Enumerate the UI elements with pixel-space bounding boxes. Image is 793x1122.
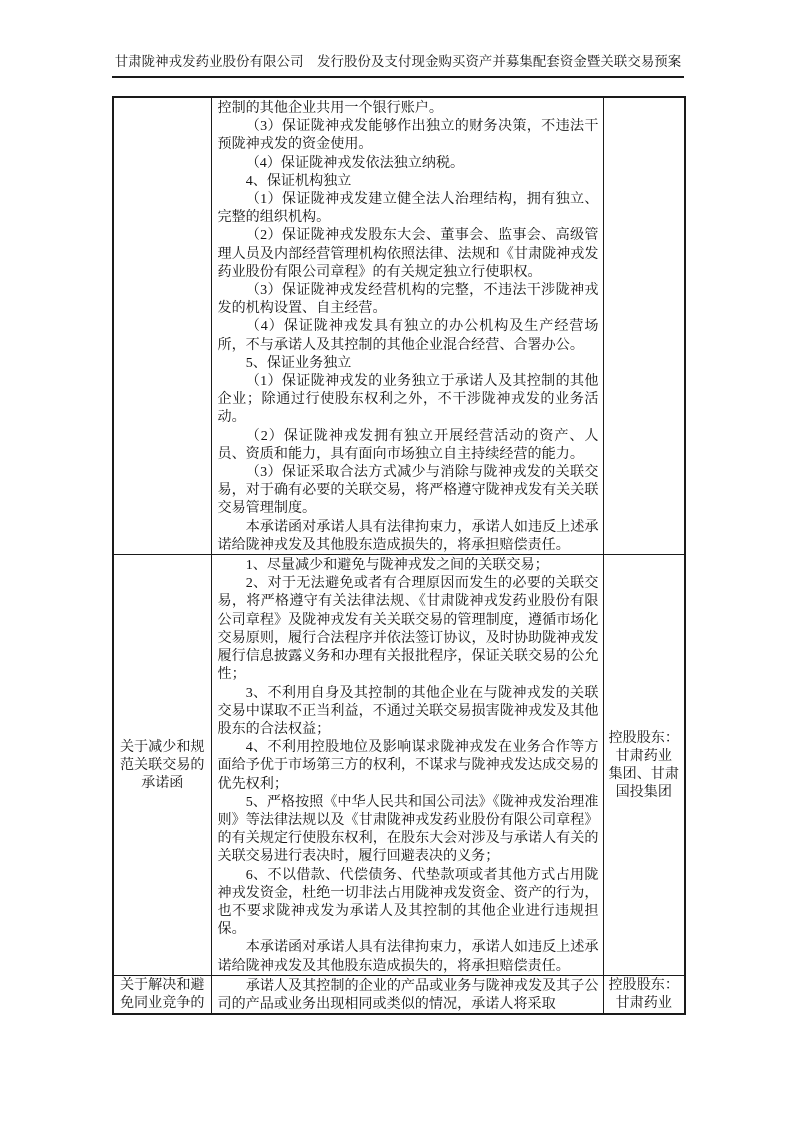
commitment-paragraph: 本承诺函对承诺人具有法律拘束力，承诺人如违反上述承诺给陇神戎发及其他股东造成损失的，将承担赔偿责任。 (217, 518, 599, 553)
commitment-type-line: 免同业竞争的 (119, 995, 205, 1012)
commitment-party-line: 国投集团 (615, 784, 672, 801)
doc-content (112, 52, 684, 1015)
commitment-content-cell (211, 97, 603, 555)
commitment-paragraph: 6、不以借款、代偿债务、代垫款项或者其他方式占用陇神戎发资金，杜绝一切非法占用陇神戎发资金、资产的行为，也不要求陇神戎发为承诺人及其控制的其他企业进行违规担保。 (217, 866, 599, 938)
commitment-party-cell (603, 97, 685, 555)
commitment-paragraph: 控制的其他企业共用一个银行账户。 (217, 100, 443, 116)
commitment-paragraph: （2）保证陇神戎发股东大会、董事会、监事会、高级管理人员及内部经营管理机构依照法律、法规和《甘肃陇神戎发药业股份有限公司章程》的有关规定独立行使职权。 (217, 227, 599, 280)
commitment-row-competition (113, 975, 685, 1014)
doc-header-title: 甘肃陇神戎发药业股份有限公司 发行股份及支付现金购买资产并募集配套资金暨关联交易预案 (114, 54, 682, 69)
commitment-type-cell (113, 975, 211, 1014)
commitment-paragraph: 2、对于无法避免或者有合理原因而发生的必要的关联交易，将严格遵守有关法律法规、《甘肃陇神戎发药业股份有限公司章程》及陇神戎发有关关联交易的管理制度，遵循市场化交易原则，履行合法程序并依法签订协议，及时协助陇神戎发履行信息披露义务和办理有关报批程序，保证关联交易的公允性； (217, 575, 599, 683)
commitment-row-independence (113, 97, 685, 555)
header-rule-divider (112, 76, 684, 78)
commitment-row-related-transactions (113, 555, 685, 976)
commitment-paragraph: 1、尽量减少和避免与陇神戎发之间的关联交易； (245, 557, 549, 574)
commitment-type-cell (113, 97, 211, 555)
commitment-party-cell (603, 555, 685, 976)
commitment-party-cell (603, 975, 685, 1014)
commitment-party-line: 控股股东： (608, 729, 679, 746)
commitment-type-cell (113, 555, 211, 976)
commitments-table-body (113, 97, 685, 1014)
commitment-paragraph: 本承诺函对承诺人具有法律拘束力，承诺人如违反上述承诺给陇神戎发及其他股东造成损失的，将承担赔偿责任。 (217, 939, 599, 974)
commitment-content-cell (211, 555, 603, 976)
commitment-party-line: 甘肃药业 (615, 747, 672, 764)
commitment-type-line: 关于解决和避 (119, 977, 205, 994)
commitment-paragraph: （1）保证陇神戎发建立健全法人治理结构，拥有独立、完整的组织机构。 (217, 191, 599, 226)
commitment-type-line: 范关联交易的 (119, 756, 205, 773)
commitment-paragraph: （3）保证采取合法方式减少与消除与陇神戎发的关联交易，对于确有必要的关联交易，将严格遵守陇神戎发有关关联交易管理制度。 (217, 464, 599, 517)
commitment-paragraph: （4）保证陇神戎发具有独立的办公机构及生产经营场所，不与承诺人及其控制的其他企业混合经营、合署办公。 (217, 318, 599, 353)
commitment-paragraph: 5、保证业务独立 (245, 354, 352, 371)
commitment-type-line: 承诺函 (141, 775, 184, 792)
commitment-paragraph: 5、严格按照《中华人民共和国公司法》《陇神戎发治理准则》等法律法规以及《甘肃陇神戎发药业股份有限公司章程》的有关规定行使股东权利，在股东大会对涉及与承诺人有关的关联交易进行表决时，履行回避表决的义务； (217, 793, 599, 865)
doc-header (112, 52, 684, 78)
commitment-paragraph: 3、不利用自身及其控制的其他企业在与陇神戎发的关联交易中谋取不正当利益，不通过关联交易损害陇神戎发及其他股东的合法权益； (217, 684, 599, 737)
commitment-party-line: 控股股东： (608, 977, 679, 994)
commitment-paragraph: （2）保证陇神戎发拥有独立开展经营活动的资产、人员、资质和能力，具有面向市场独立自主持续经营的能力。 (217, 427, 599, 462)
commitment-type-line: 关于减少和规 (119, 738, 205, 755)
commitment-paragraph: （3）保证陇神戎发经营机构的完整，不违法干涉陇神戎发的机构设置、自主经营。 (217, 282, 599, 317)
commitment-paragraph: （1）保证陇神戎发的业务独立于承诺人及其控制的其他企业；除通过行使股东权利之外，不干涉陇神戎发的业务活动。 (217, 373, 599, 426)
commitment-paragraph: 4、不利用控股地位及影响谋求陇神戎发在业务合作等方面给予优于市场第三方的权利，不谋求与陇神戎发达成交易的优先权利； (217, 739, 599, 792)
commitment-paragraph: 4、保证机构独立 (245, 172, 352, 189)
commitments-table (112, 96, 686, 1015)
commitment-paragraph: 承诺人及其控制的企业的产品或业务与陇神戎发及其子公司的产品或业务出现相同或类似的情况，承诺人将采取 (217, 977, 599, 1012)
commitment-party-line: 甘肃药业 (615, 995, 672, 1012)
commitment-party-line: 集团、甘肃 (608, 765, 679, 782)
commitment-paragraph: （3）保证陇神戎发能够作出独立的财务决策，不违法干预陇神戎发的资金使用。 (217, 118, 599, 153)
commitment-content-cell (211, 975, 603, 1014)
commitment-paragraph: （4）保证陇神戎发依法独立纳税。 (245, 154, 465, 171)
